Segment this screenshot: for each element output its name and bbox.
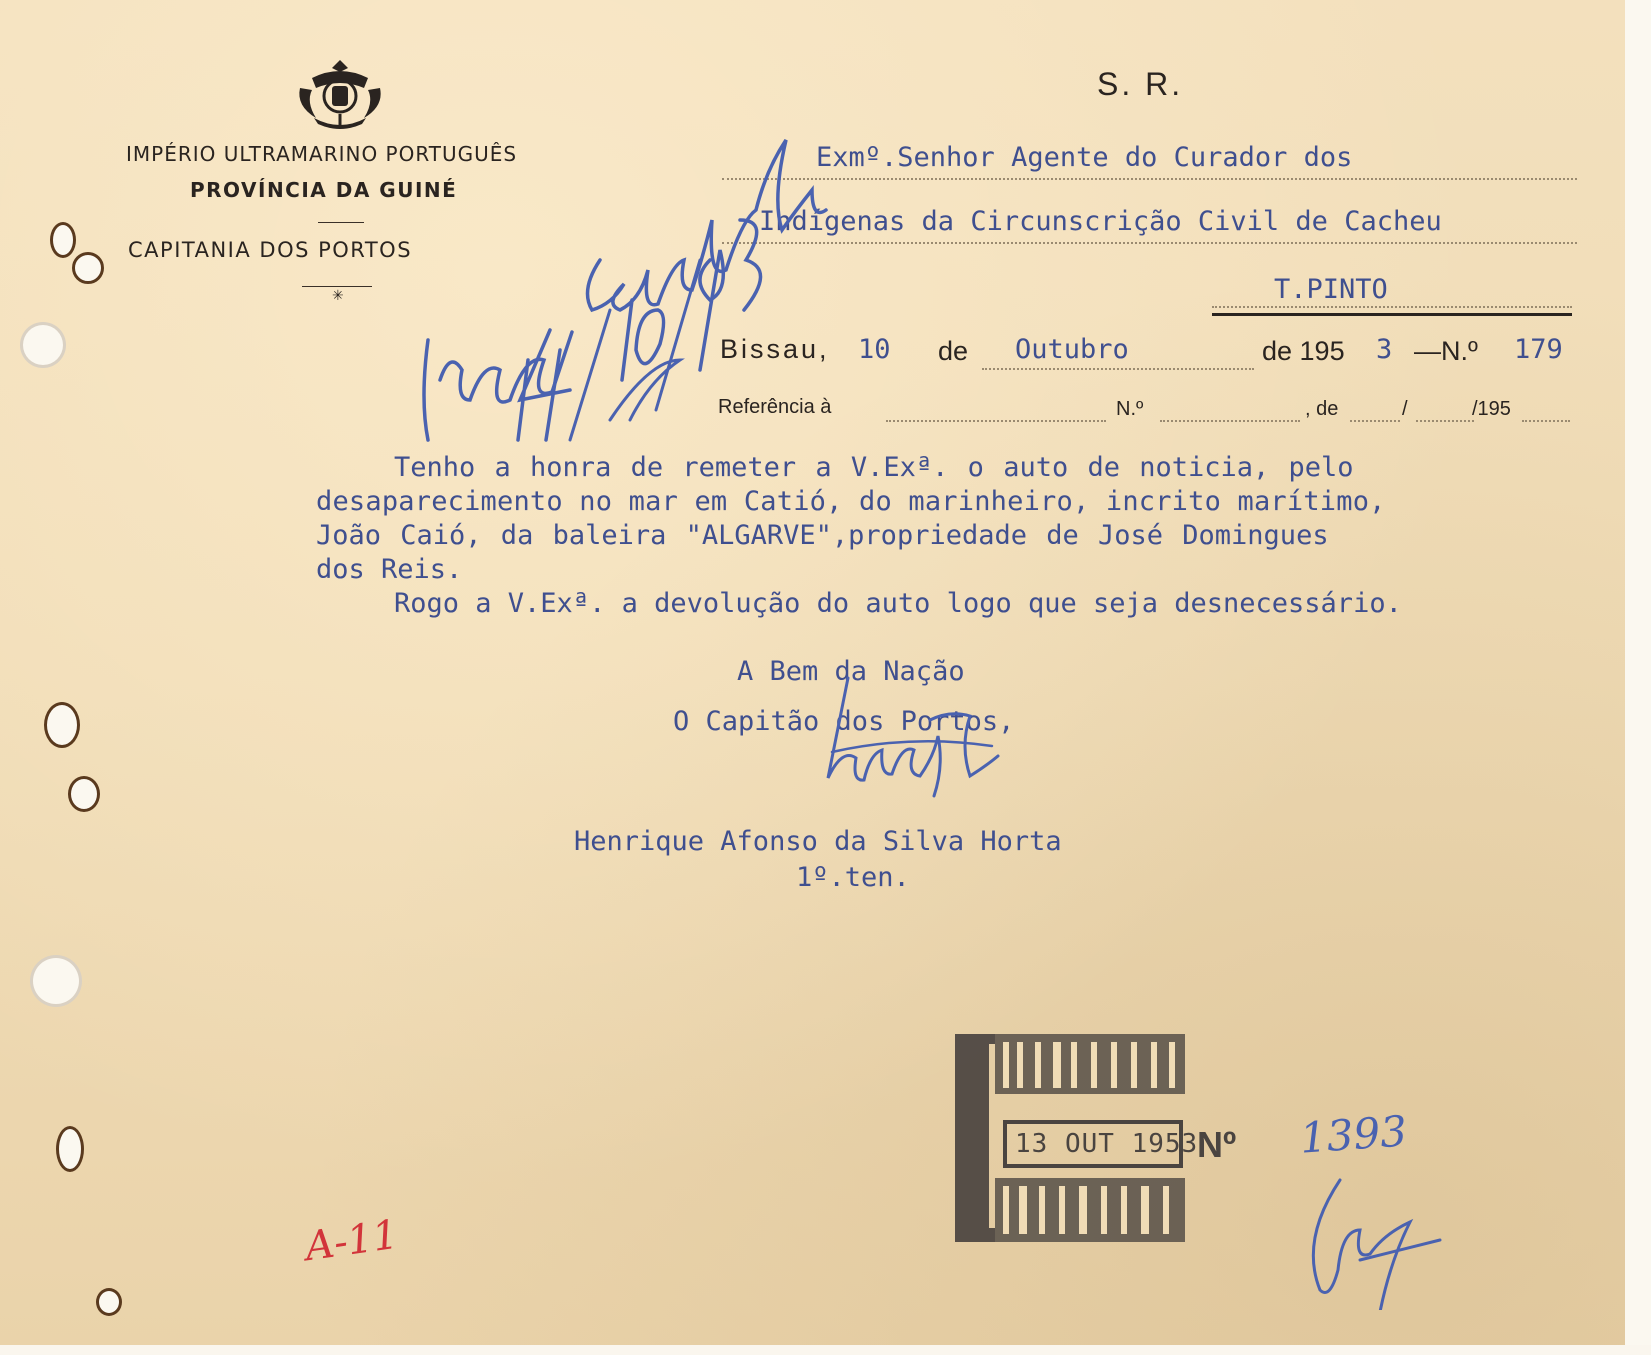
reference-underline — [1160, 420, 1300, 422]
addressee-line-2: Indígenas da Circunscrição Civil de Cacheu — [759, 206, 1442, 237]
letterhead-divider — [302, 286, 372, 287]
punch-hole — [44, 702, 80, 748]
paper-edge-right — [1625, 0, 1651, 1355]
body-line-3: João Caió, da baleira "ALGARVE",propriedade de José Domingues — [316, 520, 1329, 551]
closing-name: Henrique Afonso da Silva Horta — [574, 826, 1062, 857]
punch-hole — [56, 1126, 84, 1172]
dateline-de: de — [938, 336, 969, 366]
handwritten-stamp-number: 1393 — [1298, 1106, 1409, 1163]
reference-underline — [1522, 420, 1570, 422]
body-line-5: Rogo a V.Exª. a devolução do auto logo que seja desnecessário. — [394, 588, 1402, 619]
dateline-number: 179 — [1514, 334, 1563, 365]
service-mark: S. R. — [1097, 66, 1184, 102]
closing-salutation: A Bem da Nação — [737, 656, 965, 687]
dateline-day: 10 — [858, 334, 891, 365]
reference-underline — [886, 420, 1106, 422]
letterhead-divider — [318, 222, 364, 223]
reference-slash: / — [1402, 398, 1408, 420]
addressee-rule — [1212, 313, 1572, 316]
dateline-month: Outubro — [1015, 334, 1129, 365]
punch-hole — [68, 776, 100, 812]
punch-hole — [30, 955, 82, 1007]
dateline-year-label: de 195 — [1262, 336, 1345, 366]
letterhead-ornament-icon: ✳ — [332, 288, 344, 304]
body-line-1: Tenho a honra de remeter a V.Exª. o auto de noticia, pelo — [394, 452, 1354, 483]
stamp-no-label: Nº — [1197, 1124, 1237, 1165]
paper-edge-bottom — [0, 1345, 1651, 1355]
body-line-4: dos Reis. — [316, 554, 463, 585]
punch-hole — [72, 252, 104, 284]
letterhead-province: PROVÍNCIA DA GUINÉ — [190, 178, 458, 202]
addressee-location: T.PINTO — [1274, 274, 1388, 305]
stamp-date: 13 OUT 1953 — [1015, 1129, 1199, 1159]
handwritten-signature — [800, 660, 1010, 820]
coat-of-arms-icon — [292, 58, 388, 130]
handwritten-note-concluso — [400, 30, 880, 450]
punch-hole — [20, 322, 66, 368]
closing-rank: 1º.ten. — [796, 862, 910, 893]
addressee-line-1: Exmº.Senhor Agente do Curador dos — [816, 142, 1353, 173]
entrada-stamp — [955, 1028, 1240, 1248]
handwritten-initials — [1300, 1170, 1450, 1310]
reference-no-label: N.º — [1116, 398, 1144, 420]
reference-de-label: , de — [1305, 398, 1339, 420]
red-mark: A-11 — [302, 1211, 402, 1271]
punch-hole — [50, 222, 76, 258]
punch-hole — [96, 1288, 122, 1316]
dateline-city: Bissau, — [720, 334, 830, 364]
reference-underline — [1416, 420, 1474, 422]
letterhead-empire: IMPÉRIO ULTRAMARINO PORTUGUÊS — [126, 142, 518, 166]
dateline-underline — [982, 368, 1254, 370]
reference-year-suffix: /195 — [1472, 398, 1511, 420]
dateline-year-digit: 3 — [1376, 334, 1393, 365]
reference-label: Referência à — [718, 396, 832, 418]
body-line-2: desaparecimento no mar em Catió, do marinheiro, incrito marítimo, — [316, 486, 1386, 517]
dateline-number-label: —N.º — [1414, 336, 1478, 366]
addressee-underline — [1212, 306, 1572, 308]
letterhead-office: CAPITANIA DOS PORTOS — [128, 238, 413, 262]
reference-underline — [1350, 420, 1400, 422]
closing-title: O Capitão dos Portos, — [673, 706, 1015, 737]
